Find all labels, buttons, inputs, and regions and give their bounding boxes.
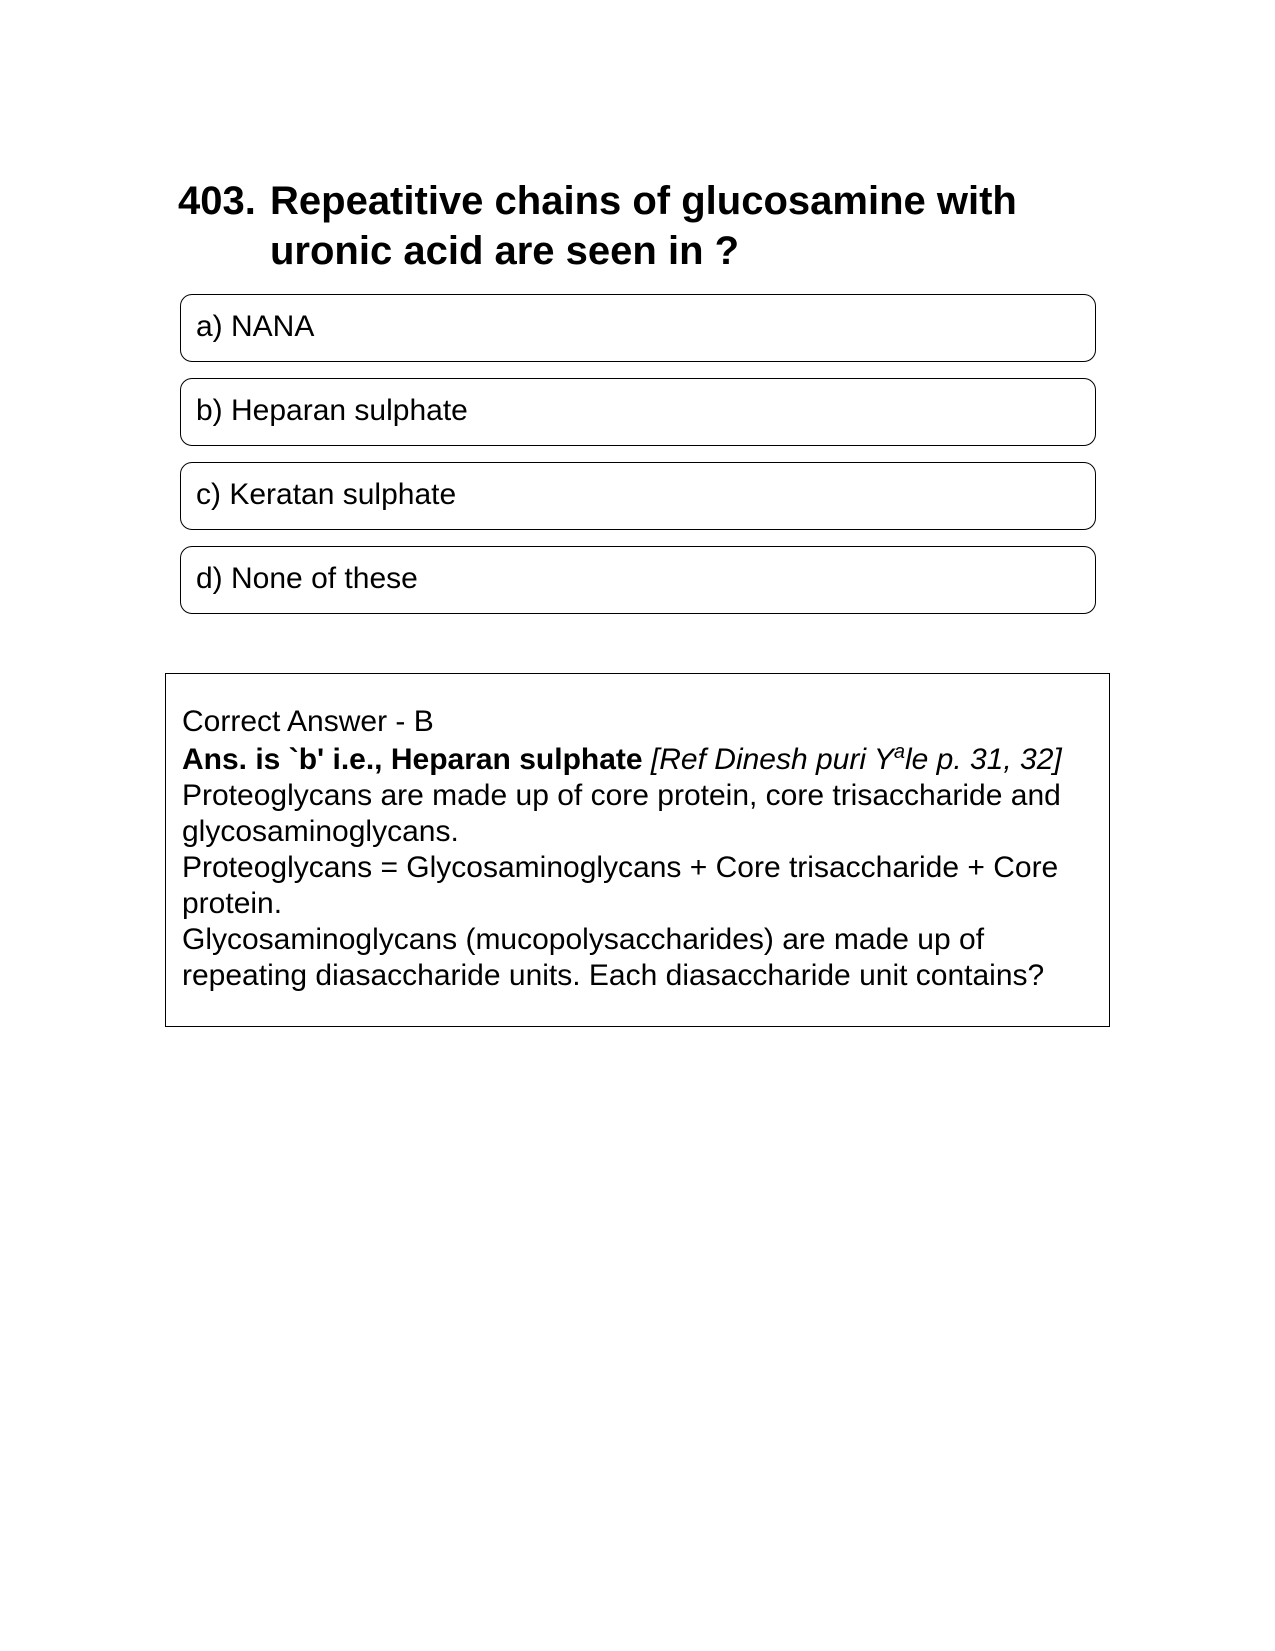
question-number: 403. (178, 179, 256, 223)
explanation-paragraph-3: Glycosaminoglycans (mucopolysaccharides) are made up of repeating diasaccharide units. Each diasaccharide unit contains? (182, 923, 1045, 992)
question-text: Repeatitive chains of glucosamine with uronic acid are seen in ? (270, 179, 1017, 273)
option-a[interactable]: a) NANA (180, 294, 1096, 362)
reference-text-start: [Ref Dinesh puri Y (650, 743, 894, 776)
question-heading (178, 176, 1098, 276)
option-b[interactable]: b) Heparan sulphate (180, 378, 1096, 446)
answer-statement (182, 742, 1095, 778)
explanation-paragraph-2: Proteoglycans = Glycosaminoglycans + Core trisaccharide + Core protein. (182, 851, 1059, 920)
options-list (180, 294, 1096, 630)
reference-text-end: le p. 31, 32] (904, 743, 1062, 776)
correct-answer: Correct Answer - B (182, 705, 434, 738)
answer-explanation-box (165, 673, 1110, 1027)
answer-reference (651, 743, 1062, 776)
option-d[interactable]: d) None of these (180, 546, 1096, 614)
explanation-paragraph-1: Proteoglycans are made up of core protein, core trisaccharide and glycosaminoglycans. (182, 779, 1061, 848)
option-c[interactable]: c) Keratan sulphate (180, 462, 1096, 530)
reference-superscript: a (893, 741, 905, 763)
answer-bold-text: Ans. is `b' i.e., Heparan sulphate (182, 743, 643, 776)
